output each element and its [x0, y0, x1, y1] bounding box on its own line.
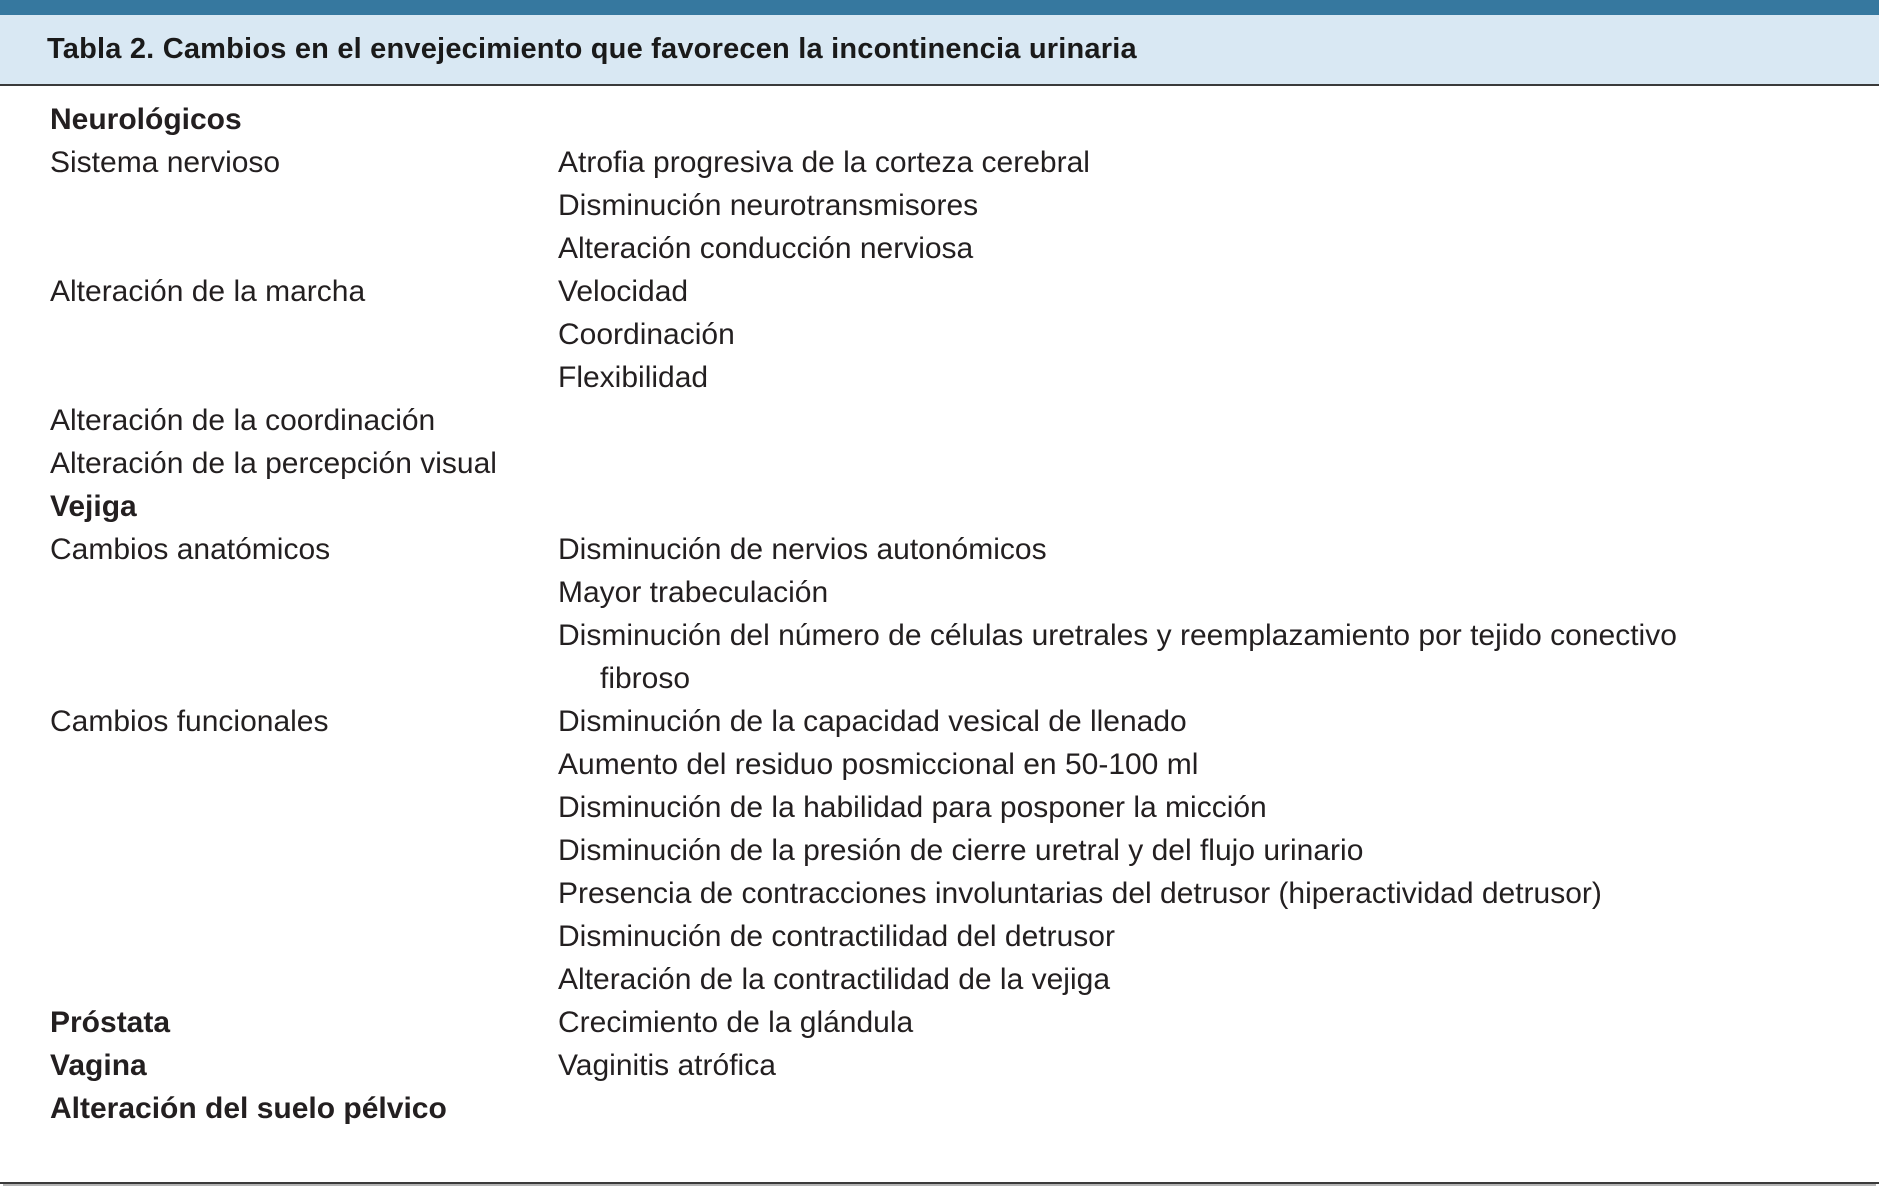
row-detail-cell — [558, 1087, 1738, 1088]
row-detail-cell — [558, 141, 1738, 270]
row-detail-item: Flexibilidad — [558, 361, 709, 394]
row-detail-cell — [558, 270, 1738, 399]
row-detail-item: Crecimiento de la glándula — [558, 1006, 914, 1039]
row-detail-item: Disminución neurotransmisores — [558, 189, 979, 222]
table-row — [50, 1087, 1851, 1130]
row-category-label: Cambios anatómicos — [50, 533, 331, 566]
row-detail-item: Disminución de la presión de cierre uretral y del flujo urinario — [558, 834, 1364, 867]
table-row — [50, 98, 1851, 141]
row-category-label: Próstata — [50, 1006, 171, 1039]
row-category-label: Cambios funcionales — [50, 705, 329, 738]
row-detail-cell — [558, 1044, 1738, 1087]
row-detail-item: Disminución de la habilidad para posponer la micción — [558, 791, 1267, 824]
table-title: Tabla 2. Cambios en el envejecimiento que favorecen la incontinencia urinaria — [47, 33, 1137, 65]
row-category-label: Alteración del suelo pélvico — [50, 1092, 447, 1125]
row-detail-item: Velocidad — [558, 275, 689, 308]
row-detail-cell — [558, 1001, 1738, 1044]
row-detail-cell — [558, 442, 1738, 443]
row-detail-item: Disminución del número de células uretrales y reemplazamiento por tejido conectivo fibroso — [558, 619, 1677, 695]
row-detail-item: Alteración conducción nerviosa — [558, 232, 974, 265]
table-row — [50, 141, 1851, 270]
row-detail-item: Alteración de la contractilidad de la vejiga — [558, 963, 1110, 996]
row-detail-cell — [558, 399, 1738, 400]
row-category-label: Vejiga — [50, 490, 137, 523]
row-category-label: Sistema nervioso — [50, 146, 281, 179]
row-detail-item: Disminución de contractilidad del detrusor — [558, 920, 1115, 953]
row-detail-cell — [558, 528, 1738, 700]
table-row — [50, 399, 1851, 442]
table-row — [50, 270, 1851, 399]
row-detail-item: Vaginitis atrófica — [558, 1049, 776, 1082]
row-detail-item: Disminución de nervios autonómicos — [558, 533, 1047, 566]
row-detail-item: Aumento del residuo posmiccional en 50-100 ml — [558, 748, 1199, 781]
row-detail-cell — [558, 700, 1738, 1001]
table-row — [50, 1001, 1851, 1044]
table-row — [50, 485, 1851, 528]
table-body — [0, 86, 1879, 1184]
row-detail-cell — [558, 485, 1738, 486]
table-row — [50, 442, 1851, 485]
table-row — [50, 700, 1851, 1001]
row-category-label: Alteración de la coordinación — [50, 404, 436, 437]
top-accent-bar — [0, 0, 1879, 15]
row-detail-item: Disminución de la capacidad vesical de llenado — [558, 705, 1187, 738]
table-header — [0, 15, 1879, 86]
row-category-label: Neurológicos — [50, 103, 242, 136]
table-row — [50, 1044, 1851, 1087]
row-category-label: Alteración de la marcha — [50, 275, 366, 308]
row-detail-item: Atrofia progresiva de la corteza cerebral — [558, 146, 1090, 179]
row-detail-cell — [558, 98, 1738, 99]
table-row — [50, 528, 1851, 700]
row-detail-item: Coordinación — [558, 318, 735, 351]
row-category-label: Alteración de la percepción visual — [50, 447, 497, 480]
row-detail-item: Presencia de contracciones involuntarias del detrusor (hiperactividad detrusor) — [558, 877, 1602, 910]
row-category-label: Vagina — [50, 1049, 147, 1082]
row-detail-item: Mayor trabeculación — [558, 576, 829, 609]
